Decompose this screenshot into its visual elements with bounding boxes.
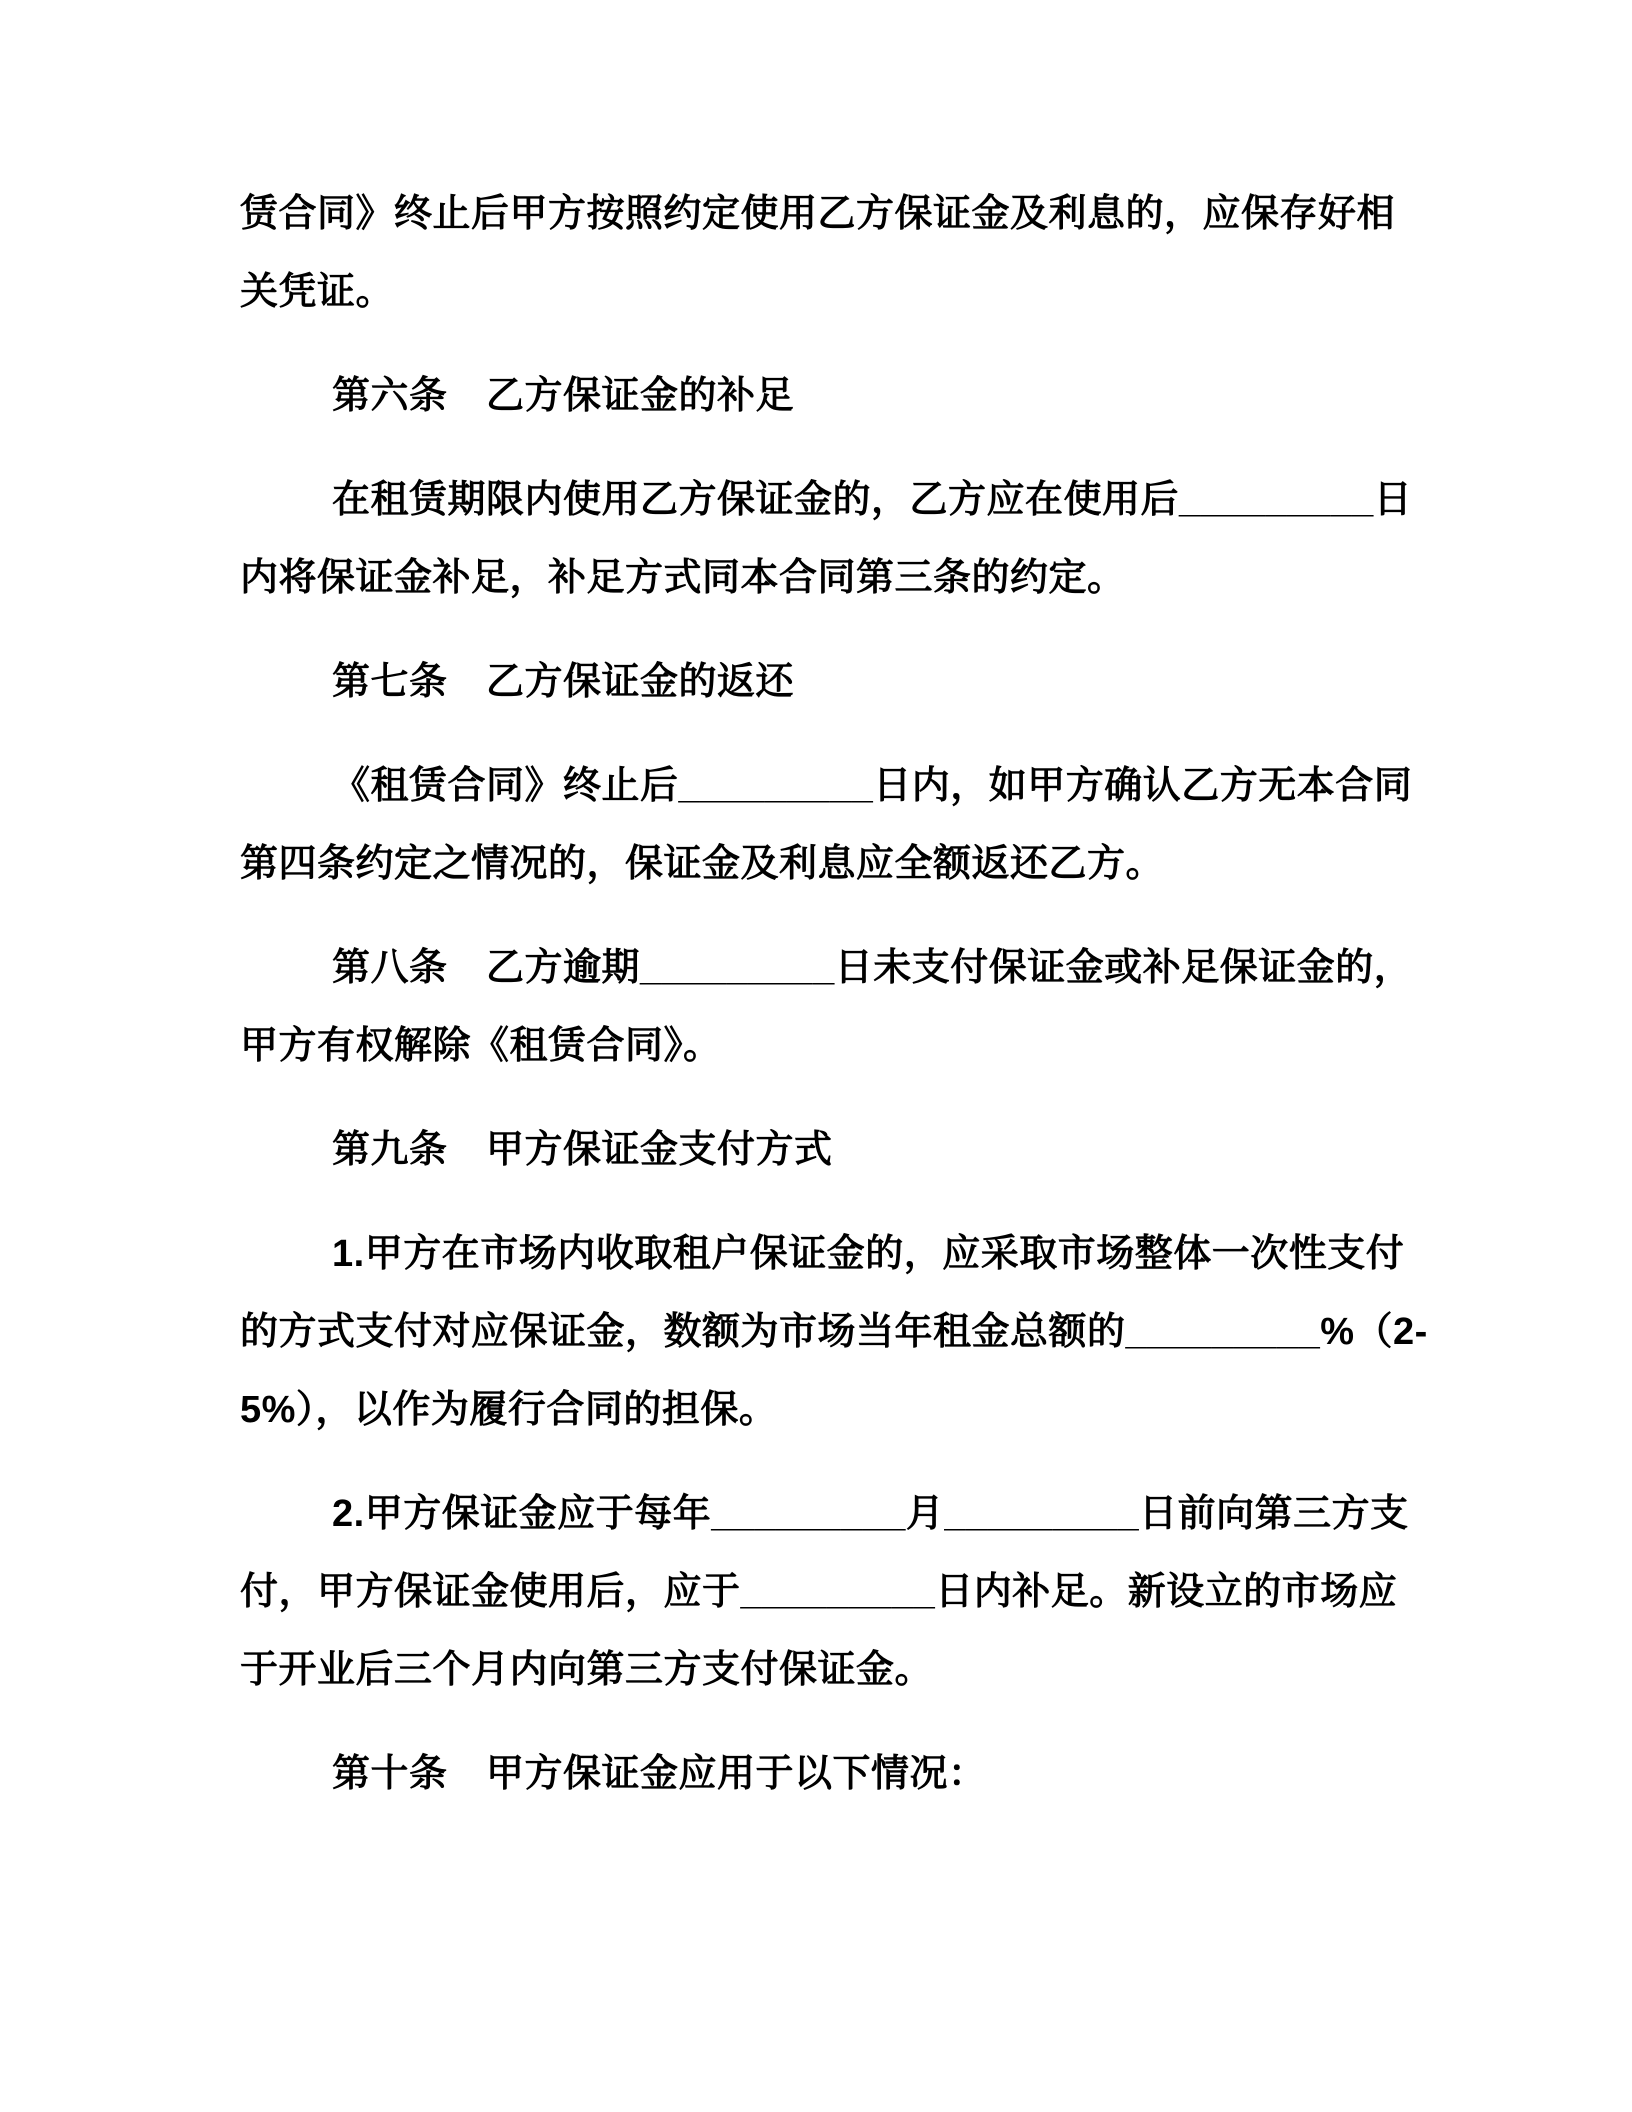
text-line: 赁合同》终止后甲方按照约定使用乙方保证金及利息的，应保存好相 bbox=[240, 193, 1396, 235]
text-line: 于开业后三个月内向第三方支付保证金。 bbox=[240, 1649, 934, 1691]
text-line: 内将保证金补足，补足方式同本合同第三条的约定。 bbox=[240, 557, 1126, 599]
continued-paragraph bbox=[240, 175, 1452, 331]
text-line: 第七条 乙方保证金的返还 bbox=[332, 661, 795, 703]
text-line: 付，甲方保证金使用后，应于_________日内补足。新设立的市场应 bbox=[240, 1571, 1398, 1613]
text-line: 关凭证。 bbox=[240, 271, 395, 313]
clause-8-body bbox=[240, 929, 1452, 1085]
clause-6-body bbox=[240, 461, 1452, 617]
text-line: 2.甲方保证金应于每年_________月_________日前向第三方支 bbox=[332, 1493, 1409, 1535]
text-line: 第六条 乙方保证金的补足 bbox=[332, 375, 795, 417]
document-body bbox=[240, 175, 1452, 1813]
text-line: 第四条约定之情况的，保证金及利息应全额返还乙方。 bbox=[240, 843, 1165, 885]
text-line: 1.甲方在市场内收取租户保证金的，应采取市场整体一次性支付 bbox=[332, 1233, 1405, 1275]
text-line: 《租赁合同》终止后_________日内，如甲方确认乙方无本合同 bbox=[332, 765, 1413, 807]
text-line: 在租赁期限内使用乙方保证金的，乙方应在使用后_________日 bbox=[332, 479, 1413, 521]
clause-7-heading bbox=[240, 643, 1452, 721]
clause-10-heading bbox=[240, 1735, 1452, 1813]
clause-9-item-1 bbox=[240, 1215, 1452, 1449]
text-line: 第十条 甲方保证金应用于以下情况： bbox=[332, 1753, 987, 1795]
text-line: 5%），以作为履行合同的担保。 bbox=[240, 1389, 778, 1431]
text-line: 甲方有权解除《租赁合同》。 bbox=[240, 1025, 722, 1067]
clause-6-heading bbox=[240, 357, 1452, 435]
clause-9-heading bbox=[240, 1111, 1452, 1189]
clause-9-item-2 bbox=[240, 1475, 1452, 1709]
clause-7-body bbox=[240, 747, 1452, 903]
text-line: 第九条 甲方保证金支付方式 bbox=[332, 1129, 833, 1171]
text-line: 第八条 乙方逾期_________日未支付保证金或补足保证金的， bbox=[332, 947, 1413, 989]
text-line: 的方式支付对应保证金，数额为市场当年租金总额的_________%（2- bbox=[240, 1311, 1428, 1353]
